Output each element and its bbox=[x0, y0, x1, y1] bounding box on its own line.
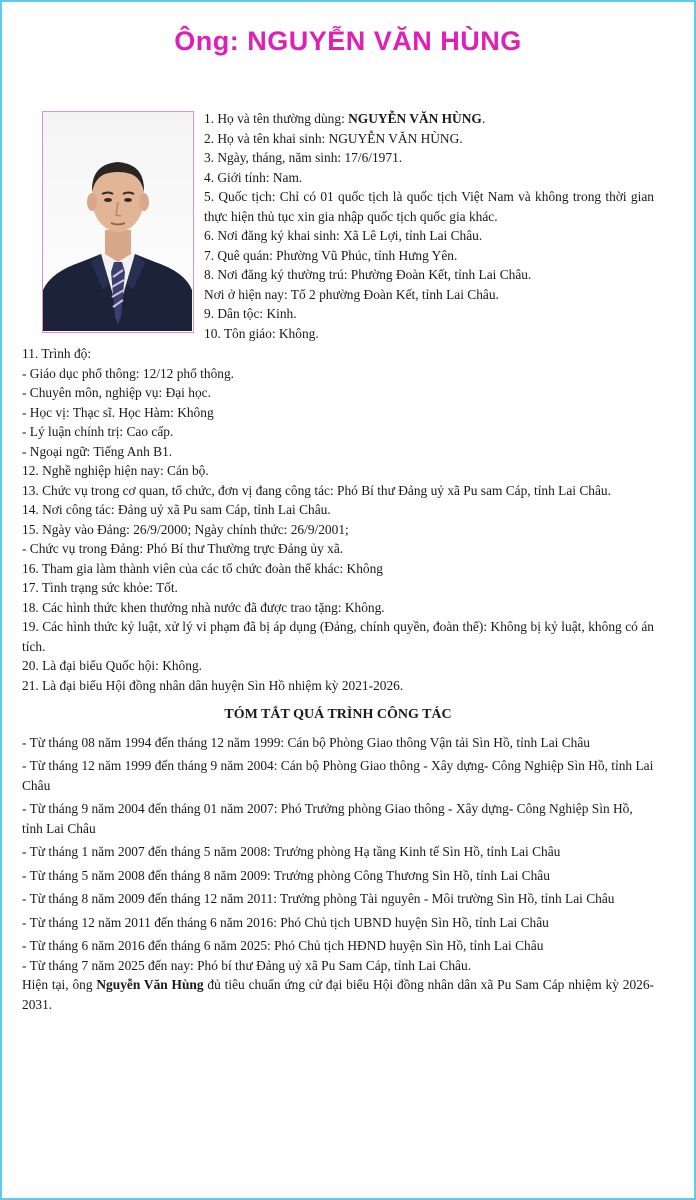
info-district-council: 21. Là đại biểu Hội đồng nhân dân huyện Sìn Hồ nhiệm kỳ 2021-2026. bbox=[22, 677, 404, 693]
conclusion-end: đủ tiêu chuẩn ứng cử đại biểu Hội đồng nhân dân xã Pu Sam Cáp nhiệm kỳ 2026-2031. bbox=[22, 977, 655, 1012]
work-history-item: - Từ tháng 12 năm 1999 đến tháng 9 năm 2004: Cán bộ Phòng Giao thông - Xây dựng- Công Nghiệp Sìn Hồ, tỉnh Lai Châu bbox=[22, 758, 654, 793]
work-history-item: - Từ tháng 8 năm 2009 đến tháng 12 năm 2011: Trưởng phòng Tài nguyên - Môi trường Sìn Hồ, tỉnh Lai Châu bbox=[22, 891, 615, 906]
common-name-label: 1. Họ và tên thường dùng: bbox=[204, 111, 349, 126]
info-birth-registration: 6. Nơi đăng ký khai sinh: Xã Lê Lợi, tỉnh Lai Châu. bbox=[204, 228, 483, 243]
work-history-item: - Từ tháng 7 năm 2025 đến nay: Phó bí thư Đảng uỷ xã Pu Sam Cáp, tỉnh Lai Châu. bbox=[22, 957, 472, 973]
candidate-portrait-photo bbox=[42, 111, 194, 333]
education-heading: 11. Trình độ: bbox=[22, 346, 92, 361]
info-position: 13. Chức vụ trong cơ quan, tổ chức, đơn vị đang công tác: Phó Bí thư Đảng uỷ xã Pu sam Cáp, tỉnh Lai Châu. bbox=[22, 482, 611, 498]
info-current-residence: Nơi ở hiện nay: Tổ 2 phường Đoàn Kết, tỉnh Lai Châu. bbox=[204, 286, 499, 302]
work-history-item: - Từ tháng 08 năm 1994 đến tháng 12 năm 1999: Cán bộ Phòng Giao thông Vận tải Sìn Hồ, tỉnh Lai Châu bbox=[22, 734, 590, 750]
info-national-assembly: 20. Là đại biểu Quốc hội: Không. bbox=[22, 658, 202, 673]
conclusion-name: Nguyễn Văn Hùng bbox=[96, 977, 204, 992]
info-discipline: 19. Các hình thức kỷ luật, xử lý vi phạm đã bị áp dụng (Đảng, chính quyền, đoàn thể): Không bị kỷ luật, không có án tích. bbox=[22, 619, 654, 654]
work-history-item: - Từ tháng 9 năm 2004 đến tháng 01 năm 2007: Phó Trưởng phòng Giao thông - Xây dựng- Công Nghiệp Sìn Hồ, tỉnh Lai Châu bbox=[22, 801, 633, 836]
education-professional: - Chuyên môn, nghiệp vụ: Đại học. bbox=[22, 385, 211, 400]
work-history-item: - Từ tháng 5 năm 2008 đến tháng 8 năm 2009: Trưởng phòng Công Thương Sìn Hồ, tỉnh Lai Châu bbox=[22, 867, 550, 883]
info-party-dates: 15. Ngày vào Đảng: 26/9/2000; Ngày chính thức: 26/9/2001; bbox=[22, 521, 349, 537]
work-history-item: - Từ tháng 6 năm 2016 đến tháng 6 năm 2025: Phó Chủ tịch HĐND huyện Sìn Hồ, tỉnh Lai Châu bbox=[22, 938, 544, 953]
common-name-end: . bbox=[481, 111, 486, 126]
info-awards: 18. Các hình thức khen thưởng nhà nước đã được trao tặng: Không. bbox=[22, 599, 385, 615]
work-history-item: - Từ tháng 1 năm 2007 đến tháng 5 năm 2008: Trưởng phòng Hạ tầng Kinh tế Sìn Hồ, tỉnh Lai Châu bbox=[22, 844, 561, 859]
info-hometown: 7. Quê quán: Phường Vũ Phúc, tỉnh Hưng Yên. bbox=[204, 247, 458, 263]
info-gender: 4. Giới tính: Nam. bbox=[204, 169, 303, 185]
info-party-position: - Chức vụ trong Đảng: Phó Bí thư Thường trực Đảng ủy xã. bbox=[22, 541, 344, 556]
common-name-value: NGUYỄN VĂN HÙNG bbox=[348, 111, 482, 126]
info-common-name bbox=[204, 109, 654, 129]
info-organizations: 16. Tham gia làm thành viên của các tổ chức đoàn thể khác: Không bbox=[22, 560, 383, 576]
education-degree: - Học vị: Thạc sĩ. Học Hàm: Không bbox=[22, 404, 214, 420]
work-history-heading: TÓM TẮT QUÁ TRÌNH CÔNG TÁC bbox=[224, 707, 452, 722]
detail-block bbox=[22, 344, 654, 1014]
info-workplace: 14. Nơi công tác: Đảng uỷ xã Pu sam Cáp, tỉnh Lai Châu. bbox=[22, 502, 331, 517]
info-birth-name: 2. Họ và tên khai sinh: NGUYỄN VĂN HÙNG. bbox=[204, 130, 463, 146]
info-ethnicity: 9. Dân tộc: Kinh. bbox=[204, 306, 297, 321]
info-occupation: 12. Nghề nghiệp hiện nay: Cán bộ. bbox=[22, 463, 209, 478]
conclusion-paragraph bbox=[22, 975, 654, 1014]
education-political-theory: - Lý luận chính trị: Cao cấp. bbox=[22, 424, 174, 439]
personal-info-block bbox=[204, 109, 654, 343]
info-birth-date: 3. Ngày, tháng, năm sinh: 17/6/1971. bbox=[204, 150, 403, 165]
work-history-item: - Từ tháng 12 năm 2011 đến tháng 6 năm 2016: Phó Chủ tịch UBND huyện Sìn Hồ, tỉnh Lai Châu bbox=[22, 914, 549, 930]
info-religion: 10. Tôn giáo: Không. bbox=[204, 325, 319, 341]
page-title: Ông: NGUYỄN VĂN HÙNG bbox=[174, 26, 522, 56]
education-general: - Giáo dục phổ thông: 12/12 phổ thông. bbox=[22, 365, 235, 381]
info-permanent-residence: 8. Nơi đăng ký thường trú: Phường Đoàn Kết, tỉnh Lai Châu. bbox=[204, 267, 532, 282]
education-foreign-language: - Ngoại ngữ: Tiếng Anh B1. bbox=[22, 443, 173, 459]
info-health: 17. Tình trạng sức khỏe: Tốt. bbox=[22, 580, 178, 595]
conclusion-start: Hiện tại, ông bbox=[22, 977, 97, 992]
portrait-illustration bbox=[43, 112, 192, 331]
info-nationality: 5. Quốc tịch: Chỉ có 01 quốc tịch là quốc tịch Việt Nam và không trong thời gian thực hiện thủ tục xin gia nhập quốc tịch quốc gia khác. bbox=[204, 189, 654, 224]
